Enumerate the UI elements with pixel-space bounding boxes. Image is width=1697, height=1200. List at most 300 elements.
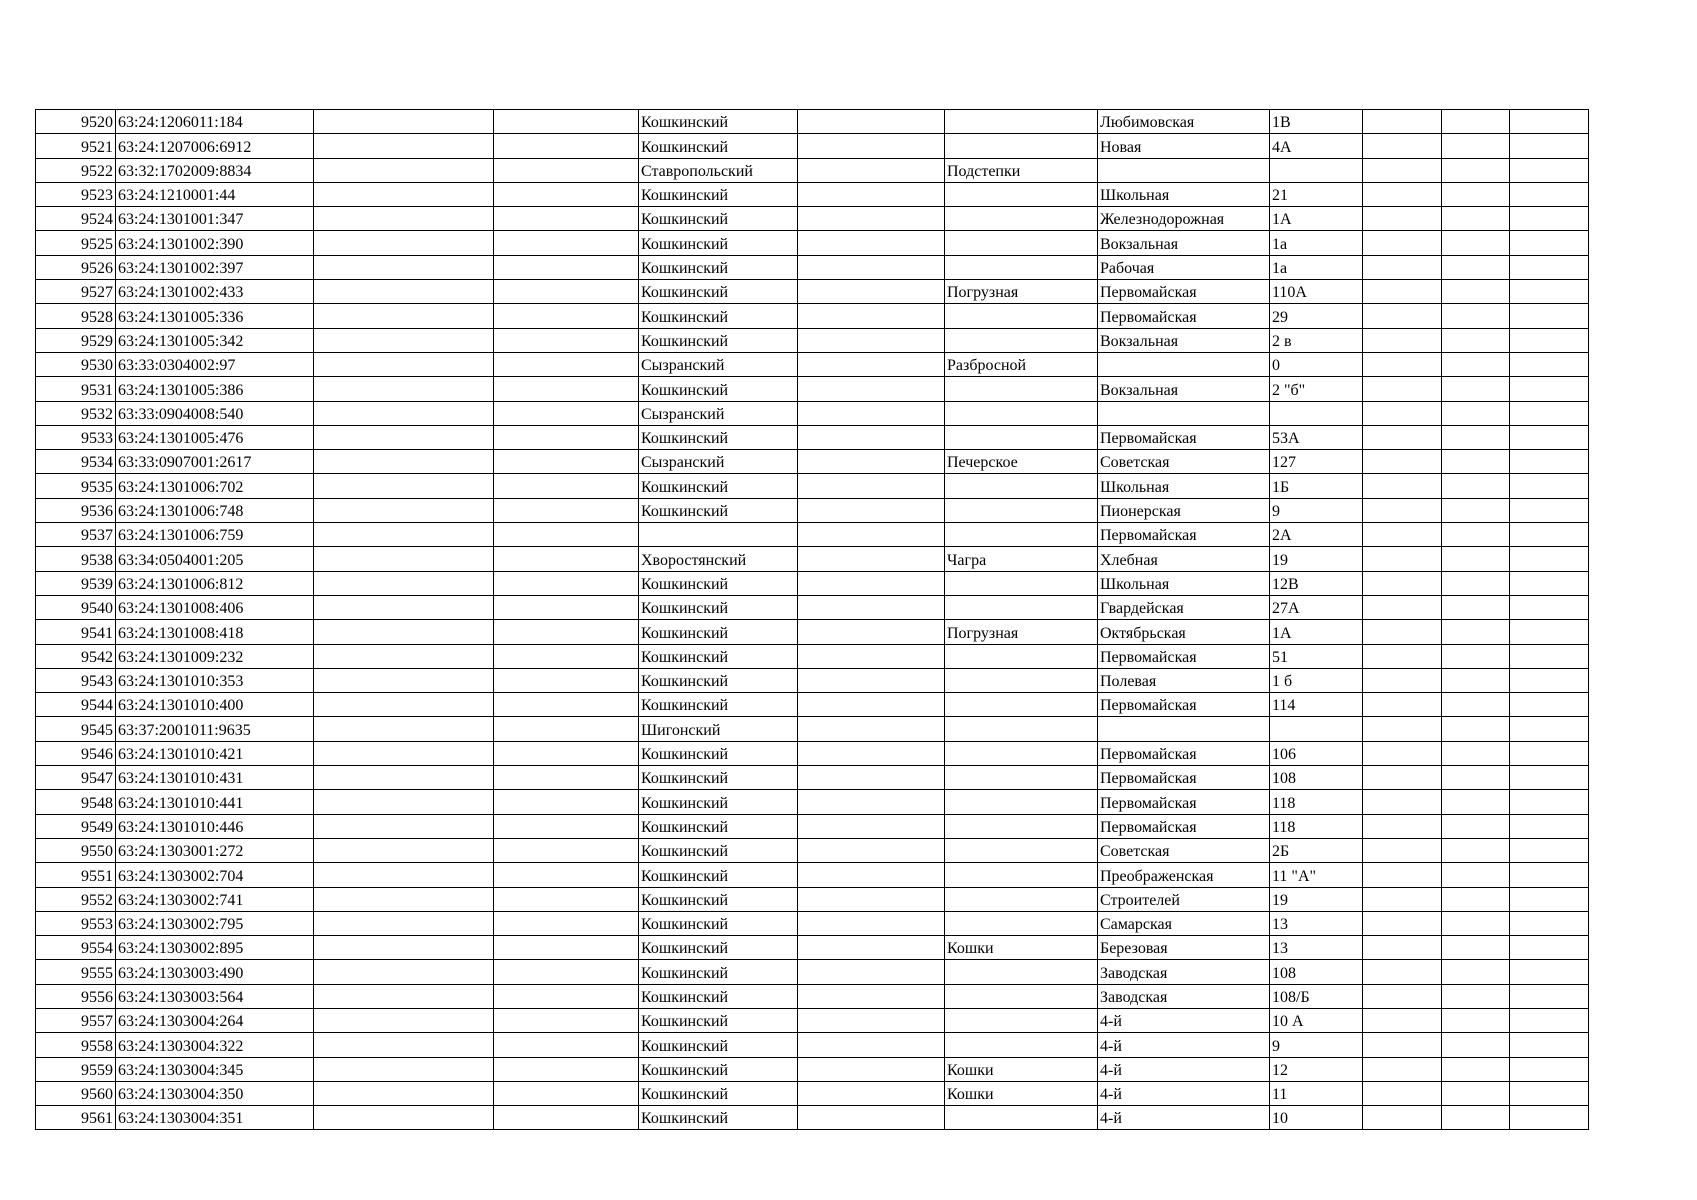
cell-cadastral-number: 63:24:1301006:812 bbox=[116, 571, 314, 595]
cell-cadastral-number: 63:24:1301009:232 bbox=[116, 644, 314, 668]
cell-empty-col-6 bbox=[798, 1106, 945, 1130]
cell-district: Кошкинский bbox=[639, 255, 798, 279]
cell-empty-col-12 bbox=[1510, 328, 1589, 352]
cell-empty-col-4 bbox=[494, 741, 639, 765]
cell-district: Кошкинский bbox=[639, 644, 798, 668]
cell-empty-col-10 bbox=[1363, 693, 1442, 717]
cell-empty-col-10 bbox=[1363, 207, 1442, 231]
cell-house-number: 10 А bbox=[1270, 1008, 1363, 1032]
cell-empty-col-6 bbox=[798, 1008, 945, 1032]
cell-empty-col-11 bbox=[1442, 474, 1510, 498]
cell-empty-col-10 bbox=[1363, 450, 1442, 474]
cell-settlement bbox=[945, 741, 1098, 765]
cell-district: Кошкинский bbox=[639, 304, 798, 328]
cell-empty-col-3 bbox=[314, 1106, 494, 1130]
cell-district: Кошкинский bbox=[639, 693, 798, 717]
cell-empty-col-10 bbox=[1363, 984, 1442, 1008]
cell-cadastral-number: 63:24:1301006:748 bbox=[116, 498, 314, 522]
cell-empty-col-11 bbox=[1442, 280, 1510, 304]
cell-empty-col-6 bbox=[798, 304, 945, 328]
cell-empty-col-10 bbox=[1363, 110, 1442, 134]
cell-house-number bbox=[1270, 158, 1363, 182]
table-row bbox=[36, 1033, 1589, 1057]
cell-row-number: 9526 bbox=[36, 255, 116, 279]
cell-empty-col-11 bbox=[1442, 158, 1510, 182]
cell-empty-col-12 bbox=[1510, 352, 1589, 376]
cell-cadastral-number: 63:33:0904008:540 bbox=[116, 401, 314, 425]
cell-street: Школьная bbox=[1098, 474, 1270, 498]
cell-district bbox=[639, 523, 798, 547]
cell-empty-col-12 bbox=[1510, 887, 1589, 911]
cell-empty-col-12 bbox=[1510, 280, 1589, 304]
cell-empty-col-3 bbox=[314, 231, 494, 255]
cell-district: Сызранский bbox=[639, 450, 798, 474]
cell-street: Березовая bbox=[1098, 936, 1270, 960]
cell-empty-col-3 bbox=[314, 741, 494, 765]
cell-empty-col-11 bbox=[1442, 1033, 1510, 1057]
cell-row-number: 9557 bbox=[36, 1008, 116, 1032]
cell-settlement bbox=[945, 304, 1098, 328]
cell-house-number: 127 bbox=[1270, 450, 1363, 474]
cell-empty-col-10 bbox=[1363, 377, 1442, 401]
cell-house-number: 0 bbox=[1270, 352, 1363, 376]
cell-empty-col-11 bbox=[1442, 328, 1510, 352]
cell-empty-col-4 bbox=[494, 255, 639, 279]
cell-district: Кошкинский bbox=[639, 231, 798, 255]
cell-empty-col-6 bbox=[798, 231, 945, 255]
cell-empty-col-3 bbox=[314, 814, 494, 838]
cell-settlement bbox=[945, 1008, 1098, 1032]
cell-district: Кошкинский bbox=[639, 911, 798, 935]
cell-district: Кошкинский bbox=[639, 110, 798, 134]
cell-empty-col-12 bbox=[1510, 814, 1589, 838]
cell-empty-col-3 bbox=[314, 547, 494, 571]
cell-row-number: 9525 bbox=[36, 231, 116, 255]
cell-empty-col-10 bbox=[1363, 425, 1442, 449]
cell-empty-col-6 bbox=[798, 498, 945, 522]
cell-cadastral-number: 63:24:1303004:345 bbox=[116, 1057, 314, 1081]
cell-empty-col-12 bbox=[1510, 936, 1589, 960]
cell-settlement bbox=[945, 474, 1098, 498]
cell-empty-col-4 bbox=[494, 984, 639, 1008]
cell-cadastral-number: 63:37:2001011:9635 bbox=[116, 717, 314, 741]
cell-empty-col-4 bbox=[494, 304, 639, 328]
cell-house-number: 108 bbox=[1270, 960, 1363, 984]
cell-empty-col-11 bbox=[1442, 863, 1510, 887]
cell-empty-col-3 bbox=[314, 352, 494, 376]
cell-district: Кошкинский bbox=[639, 790, 798, 814]
table-row bbox=[36, 352, 1589, 376]
cell-row-number: 9551 bbox=[36, 863, 116, 887]
cell-empty-col-10 bbox=[1363, 814, 1442, 838]
table-row bbox=[36, 328, 1589, 352]
cell-street: Рабочая bbox=[1098, 255, 1270, 279]
cell-empty-col-6 bbox=[798, 644, 945, 668]
cell-cadastral-number: 63:24:1301010:353 bbox=[116, 668, 314, 692]
cell-empty-col-10 bbox=[1363, 838, 1442, 862]
cell-empty-col-12 bbox=[1510, 595, 1589, 619]
cell-settlement: Кошки bbox=[945, 936, 1098, 960]
cell-empty-col-4 bbox=[494, 571, 639, 595]
cell-street bbox=[1098, 158, 1270, 182]
table-row bbox=[36, 498, 1589, 522]
cell-street: Первомайская bbox=[1098, 644, 1270, 668]
cell-street: Школьная bbox=[1098, 182, 1270, 206]
table-row bbox=[36, 547, 1589, 571]
cell-settlement: Печерское bbox=[945, 450, 1098, 474]
cell-street: Октябрьская bbox=[1098, 620, 1270, 644]
cell-house-number: 114 bbox=[1270, 693, 1363, 717]
cell-empty-col-3 bbox=[314, 328, 494, 352]
table-row bbox=[36, 595, 1589, 619]
cell-empty-col-6 bbox=[798, 158, 945, 182]
cell-empty-col-10 bbox=[1363, 182, 1442, 206]
cell-empty-col-11 bbox=[1442, 790, 1510, 814]
cell-street: Первомайская bbox=[1098, 425, 1270, 449]
cell-empty-col-10 bbox=[1363, 1057, 1442, 1081]
table-row bbox=[36, 450, 1589, 474]
table-row bbox=[36, 936, 1589, 960]
cell-empty-col-12 bbox=[1510, 741, 1589, 765]
cell-empty-col-6 bbox=[798, 571, 945, 595]
table-row bbox=[36, 1057, 1589, 1081]
cell-street: Строителей bbox=[1098, 887, 1270, 911]
cell-house-number: 110А bbox=[1270, 280, 1363, 304]
cell-row-number: 9527 bbox=[36, 280, 116, 304]
table-row bbox=[36, 110, 1589, 134]
cell-empty-col-6 bbox=[798, 887, 945, 911]
cell-cadastral-number: 63:24:1301005:386 bbox=[116, 377, 314, 401]
cell-house-number: 108 bbox=[1270, 766, 1363, 790]
cell-empty-col-3 bbox=[314, 158, 494, 182]
cell-cadastral-number: 63:24:1303003:564 bbox=[116, 984, 314, 1008]
cell-cadastral-number: 63:24:1303004:351 bbox=[116, 1106, 314, 1130]
cell-house-number: 1А bbox=[1270, 207, 1363, 231]
cell-house-number: 29 bbox=[1270, 304, 1363, 328]
cell-street: Пионерская bbox=[1098, 498, 1270, 522]
cell-house-number bbox=[1270, 401, 1363, 425]
cell-empty-col-3 bbox=[314, 523, 494, 547]
cell-empty-col-4 bbox=[494, 134, 639, 158]
table-row bbox=[36, 304, 1589, 328]
cell-empty-col-12 bbox=[1510, 1033, 1589, 1057]
table-row bbox=[36, 1008, 1589, 1032]
cell-empty-col-4 bbox=[494, 182, 639, 206]
cell-house-number: 1В bbox=[1270, 110, 1363, 134]
cell-cadastral-number: 63:24:1303004:350 bbox=[116, 1081, 314, 1105]
cell-empty-col-6 bbox=[798, 425, 945, 449]
cell-cadastral-number: 63:24:1301002:433 bbox=[116, 280, 314, 304]
cell-empty-col-3 bbox=[314, 304, 494, 328]
cell-empty-col-6 bbox=[798, 620, 945, 644]
cell-empty-col-3 bbox=[314, 450, 494, 474]
table-row bbox=[36, 790, 1589, 814]
cell-empty-col-3 bbox=[314, 790, 494, 814]
cell-street: 4-й bbox=[1098, 1057, 1270, 1081]
cell-row-number: 9539 bbox=[36, 571, 116, 595]
cell-district: Кошкинский bbox=[639, 960, 798, 984]
cell-empty-col-10 bbox=[1363, 571, 1442, 595]
cell-empty-col-10 bbox=[1363, 887, 1442, 911]
cell-empty-col-11 bbox=[1442, 401, 1510, 425]
cell-house-number: 12 bbox=[1270, 1057, 1363, 1081]
cell-empty-col-11 bbox=[1442, 352, 1510, 376]
cell-empty-col-4 bbox=[494, 936, 639, 960]
cell-empty-col-11 bbox=[1442, 450, 1510, 474]
cell-empty-col-12 bbox=[1510, 207, 1589, 231]
cell-empty-col-3 bbox=[314, 911, 494, 935]
cell-empty-col-4 bbox=[494, 1008, 639, 1032]
cell-row-number: 9558 bbox=[36, 1033, 116, 1057]
cell-district: Кошкинский bbox=[639, 668, 798, 692]
cell-row-number: 9530 bbox=[36, 352, 116, 376]
table-row bbox=[36, 887, 1589, 911]
cell-cadastral-number: 63:24:1301010:421 bbox=[116, 741, 314, 765]
cell-settlement bbox=[945, 571, 1098, 595]
cell-settlement bbox=[945, 863, 1098, 887]
cell-empty-col-4 bbox=[494, 887, 639, 911]
cell-empty-col-12 bbox=[1510, 110, 1589, 134]
cell-empty-col-12 bbox=[1510, 377, 1589, 401]
cell-house-number: 21 bbox=[1270, 182, 1363, 206]
cell-empty-col-10 bbox=[1363, 741, 1442, 765]
cell-empty-col-3 bbox=[314, 960, 494, 984]
cell-empty-col-10 bbox=[1363, 790, 1442, 814]
cell-street: Хлебная bbox=[1098, 547, 1270, 571]
cell-cadastral-number: 63:24:1210001:44 bbox=[116, 182, 314, 206]
cell-district: Кошкинский bbox=[639, 134, 798, 158]
cell-cadastral-number: 63:24:1303001:272 bbox=[116, 838, 314, 862]
cell-street: Заводская bbox=[1098, 984, 1270, 1008]
cell-district: Ставропольский bbox=[639, 158, 798, 182]
cell-row-number: 9548 bbox=[36, 790, 116, 814]
table-row bbox=[36, 207, 1589, 231]
cell-district: Кошкинский bbox=[639, 1008, 798, 1032]
cell-empty-col-10 bbox=[1363, 911, 1442, 935]
cell-empty-col-12 bbox=[1510, 255, 1589, 279]
cell-empty-col-11 bbox=[1442, 814, 1510, 838]
cell-empty-col-12 bbox=[1510, 693, 1589, 717]
cell-empty-col-10 bbox=[1363, 255, 1442, 279]
cell-empty-col-11 bbox=[1442, 134, 1510, 158]
cell-house-number: 108/Б bbox=[1270, 984, 1363, 1008]
cell-empty-col-4 bbox=[494, 158, 639, 182]
cell-street: Полевая bbox=[1098, 668, 1270, 692]
cell-empty-col-3 bbox=[314, 425, 494, 449]
cell-empty-col-3 bbox=[314, 1057, 494, 1081]
cell-row-number: 9529 bbox=[36, 328, 116, 352]
cell-settlement bbox=[945, 425, 1098, 449]
cell-empty-col-4 bbox=[494, 693, 639, 717]
cell-empty-col-12 bbox=[1510, 182, 1589, 206]
cell-empty-col-10 bbox=[1363, 328, 1442, 352]
cell-house-number: 2А bbox=[1270, 523, 1363, 547]
cell-empty-col-11 bbox=[1442, 110, 1510, 134]
cell-settlement bbox=[945, 717, 1098, 741]
cell-cadastral-number: 63:33:0304002:97 bbox=[116, 352, 314, 376]
cell-street bbox=[1098, 352, 1270, 376]
cell-street: Советская bbox=[1098, 450, 1270, 474]
cell-street: Вокзальная bbox=[1098, 231, 1270, 255]
cell-empty-col-6 bbox=[798, 523, 945, 547]
cell-empty-col-6 bbox=[798, 377, 945, 401]
cell-empty-col-6 bbox=[798, 911, 945, 935]
cell-empty-col-10 bbox=[1363, 960, 1442, 984]
cell-empty-col-11 bbox=[1442, 887, 1510, 911]
cell-cadastral-number: 63:24:1301008:418 bbox=[116, 620, 314, 644]
cell-cadastral-number: 63:32:1702009:8834 bbox=[116, 158, 314, 182]
cell-empty-col-3 bbox=[314, 401, 494, 425]
cell-settlement bbox=[945, 814, 1098, 838]
cell-house-number: 27А bbox=[1270, 595, 1363, 619]
cell-settlement bbox=[945, 790, 1098, 814]
cell-settlement: Погрузная bbox=[945, 280, 1098, 304]
cell-row-number: 9520 bbox=[36, 110, 116, 134]
cell-settlement: Подстепки bbox=[945, 158, 1098, 182]
cell-empty-col-6 bbox=[798, 182, 945, 206]
cell-empty-col-12 bbox=[1510, 1081, 1589, 1105]
cell-district: Сызранский bbox=[639, 401, 798, 425]
cell-empty-col-4 bbox=[494, 838, 639, 862]
cell-empty-col-6 bbox=[798, 255, 945, 279]
cell-settlement bbox=[945, 887, 1098, 911]
cell-empty-col-12 bbox=[1510, 425, 1589, 449]
cell-empty-col-3 bbox=[314, 280, 494, 304]
cell-empty-col-3 bbox=[314, 717, 494, 741]
cell-district: Кошкинский bbox=[639, 887, 798, 911]
cell-empty-col-10 bbox=[1363, 620, 1442, 644]
cell-row-number: 9531 bbox=[36, 377, 116, 401]
cell-street: Первомайская bbox=[1098, 693, 1270, 717]
cell-district: Кошкинский bbox=[639, 182, 798, 206]
cell-settlement bbox=[945, 766, 1098, 790]
cell-cadastral-number: 63:33:0907001:2617 bbox=[116, 450, 314, 474]
cell-settlement: Кошки bbox=[945, 1081, 1098, 1105]
cell-empty-col-6 bbox=[798, 814, 945, 838]
cell-cadastral-number: 63:24:1301002:390 bbox=[116, 231, 314, 255]
cell-empty-col-4 bbox=[494, 523, 639, 547]
cell-empty-col-3 bbox=[314, 498, 494, 522]
cell-house-number: 12В bbox=[1270, 571, 1363, 595]
cell-empty-col-11 bbox=[1442, 1106, 1510, 1130]
cell-house-number: 13 bbox=[1270, 911, 1363, 935]
cell-empty-col-4 bbox=[494, 207, 639, 231]
cell-house-number: 9 bbox=[1270, 1033, 1363, 1057]
cell-settlement: Чагра bbox=[945, 547, 1098, 571]
cell-empty-col-11 bbox=[1442, 425, 1510, 449]
cell-empty-col-11 bbox=[1442, 255, 1510, 279]
cell-empty-col-3 bbox=[314, 255, 494, 279]
cell-row-number: 9536 bbox=[36, 498, 116, 522]
cell-empty-col-10 bbox=[1363, 474, 1442, 498]
cell-cadastral-number: 63:24:1301002:397 bbox=[116, 255, 314, 279]
cell-empty-col-3 bbox=[314, 693, 494, 717]
cell-district: Кошкинский bbox=[639, 984, 798, 1008]
cell-street: Новая bbox=[1098, 134, 1270, 158]
cell-house-number: 2Б bbox=[1270, 838, 1363, 862]
cell-empty-col-3 bbox=[314, 110, 494, 134]
cell-empty-col-4 bbox=[494, 110, 639, 134]
cell-empty-col-12 bbox=[1510, 766, 1589, 790]
cell-empty-col-3 bbox=[314, 595, 494, 619]
cell-empty-col-12 bbox=[1510, 571, 1589, 595]
cell-cadastral-number: 63:24:1303002:741 bbox=[116, 887, 314, 911]
cell-empty-col-6 bbox=[798, 280, 945, 304]
cell-empty-col-6 bbox=[798, 1033, 945, 1057]
cell-row-number: 9546 bbox=[36, 741, 116, 765]
cell-district: Кошкинский bbox=[639, 1106, 798, 1130]
cell-empty-col-4 bbox=[494, 717, 639, 741]
cell-cadastral-number: 63:24:1301008:406 bbox=[116, 595, 314, 619]
cell-empty-col-6 bbox=[798, 790, 945, 814]
cell-empty-col-3 bbox=[314, 571, 494, 595]
cell-district: Кошкинский bbox=[639, 377, 798, 401]
cell-empty-col-10 bbox=[1363, 134, 1442, 158]
cell-row-number: 9533 bbox=[36, 425, 116, 449]
table-row bbox=[36, 474, 1589, 498]
cell-row-number: 9545 bbox=[36, 717, 116, 741]
cell-empty-col-10 bbox=[1363, 547, 1442, 571]
cell-house-number: 118 bbox=[1270, 790, 1363, 814]
cell-empty-col-6 bbox=[798, 668, 945, 692]
table-row bbox=[36, 620, 1589, 644]
cell-row-number: 9537 bbox=[36, 523, 116, 547]
cell-empty-col-11 bbox=[1442, 547, 1510, 571]
cell-row-number: 9560 bbox=[36, 1081, 116, 1105]
cell-settlement bbox=[945, 1033, 1098, 1057]
cell-empty-col-4 bbox=[494, 644, 639, 668]
cell-house-number bbox=[1270, 717, 1363, 741]
cell-row-number: 9534 bbox=[36, 450, 116, 474]
cell-empty-col-6 bbox=[798, 328, 945, 352]
cell-house-number: 10 bbox=[1270, 1106, 1363, 1130]
cell-empty-col-3 bbox=[314, 936, 494, 960]
cell-empty-col-11 bbox=[1442, 231, 1510, 255]
table-row bbox=[36, 717, 1589, 741]
cell-cadastral-number: 63:24:1303002:704 bbox=[116, 863, 314, 887]
cell-empty-col-4 bbox=[494, 328, 639, 352]
cell-empty-col-11 bbox=[1442, 620, 1510, 644]
cell-empty-col-10 bbox=[1363, 717, 1442, 741]
cell-row-number: 9554 bbox=[36, 936, 116, 960]
cell-row-number: 9549 bbox=[36, 814, 116, 838]
table-row bbox=[36, 182, 1589, 206]
cell-settlement bbox=[945, 207, 1098, 231]
cell-empty-col-4 bbox=[494, 595, 639, 619]
cell-cadastral-number: 63:24:1301005:342 bbox=[116, 328, 314, 352]
cell-empty-col-3 bbox=[314, 863, 494, 887]
cell-row-number: 9547 bbox=[36, 766, 116, 790]
cell-district: Кошкинский bbox=[639, 1081, 798, 1105]
cell-empty-col-4 bbox=[494, 474, 639, 498]
table-row bbox=[36, 134, 1589, 158]
cell-street: Первомайская bbox=[1098, 523, 1270, 547]
cell-settlement: Кошки bbox=[945, 1057, 1098, 1081]
cell-house-number: 1Б bbox=[1270, 474, 1363, 498]
cell-empty-col-12 bbox=[1510, 547, 1589, 571]
cell-empty-col-6 bbox=[798, 352, 945, 376]
cell-empty-col-11 bbox=[1442, 668, 1510, 692]
cell-empty-col-10 bbox=[1363, 1106, 1442, 1130]
cell-row-number: 9555 bbox=[36, 960, 116, 984]
cell-house-number: 4А bbox=[1270, 134, 1363, 158]
cell-house-number: 9 bbox=[1270, 498, 1363, 522]
cell-empty-col-3 bbox=[314, 207, 494, 231]
cell-empty-col-4 bbox=[494, 1057, 639, 1081]
cell-empty-col-3 bbox=[314, 1081, 494, 1105]
cell-settlement bbox=[945, 134, 1098, 158]
cell-house-number: 51 bbox=[1270, 644, 1363, 668]
